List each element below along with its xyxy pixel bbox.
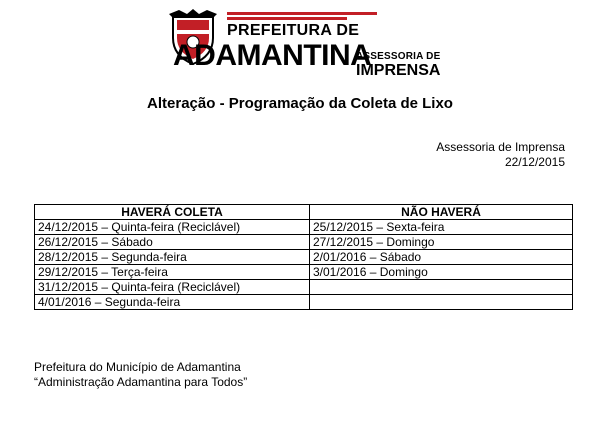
no-collection-day [310, 295, 573, 310]
logo-sub1: ASSESSORIA DE [356, 51, 441, 62]
no-collection-day [310, 280, 573, 295]
logo-sub2: IMPRENSA [356, 62, 441, 79]
table-row [35, 220, 573, 235]
collection-day: 24/12/2015 – Quinta-feira (Reciclável) [35, 220, 310, 235]
logo-stripe [227, 17, 347, 20]
logo-subtitle [356, 50, 446, 78]
author: Assessoria de Imprensa [436, 140, 565, 154]
table-row [35, 265, 573, 280]
table-row [35, 250, 573, 265]
date: 22/12/2015 [504, 155, 565, 169]
collection-day: 28/12/2015 – Segunda-feira [35, 250, 310, 265]
table-row [35, 280, 573, 295]
collection-day: 26/12/2015 – Sábado [35, 235, 310, 250]
prefeitura-logo [163, 8, 443, 78]
table-row [35, 295, 573, 310]
document-title: Alteração - Programação da Coleta de Lixo [147, 95, 453, 112]
header-havera-coleta: HAVERÁ COLETA [35, 205, 310, 220]
footer-line2: “Administração Adamantina para Todos” [34, 375, 248, 389]
no-collection-day: 25/12/2015 – Sexta-feira [310, 220, 573, 235]
logo-line1: PREFEITURA DE [227, 22, 360, 39]
schedule-table [34, 204, 573, 310]
collection-day: 31/12/2015 – Quinta-feira (Reciclável) [35, 280, 310, 295]
collection-day: 29/12/2015 – Terça-feira [35, 265, 310, 280]
footer-line1: Prefeitura do Município de Adamantina [34, 360, 241, 374]
no-collection-day: 27/12/2015 – Domingo [310, 235, 573, 250]
table-header-row [35, 205, 573, 220]
logo-stripe [227, 12, 377, 15]
table-row [35, 235, 573, 250]
document-meta [436, 140, 565, 170]
logo-line2: ADAMANTINA [173, 39, 372, 72]
no-collection-day: 2/01/2016 – Sábado [310, 250, 573, 265]
collection-day: 4/01/2016 – Segunda-feira [35, 295, 310, 310]
no-collection-day: 3/01/2016 – Domingo [310, 265, 573, 280]
header-nao-havera: NÃO HAVERÁ [310, 205, 573, 220]
footer [34, 360, 247, 390]
